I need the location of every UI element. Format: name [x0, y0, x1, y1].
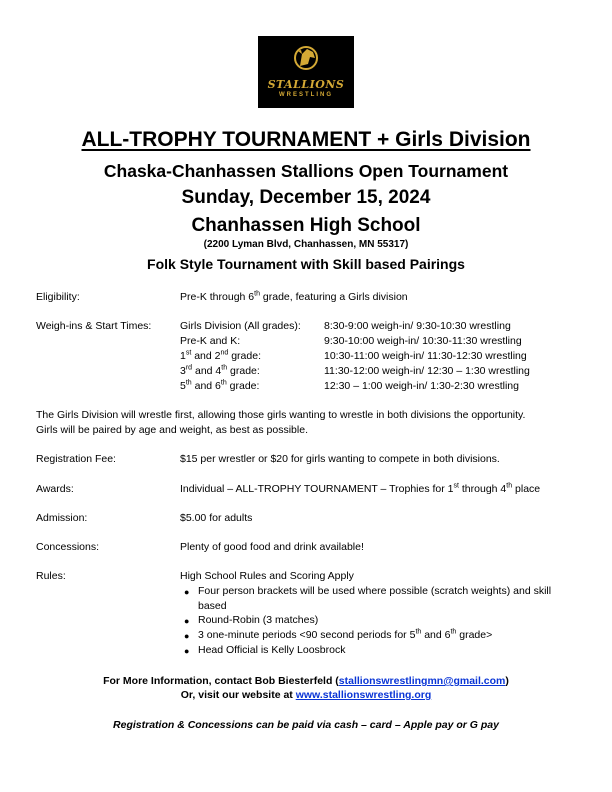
- grade-b-sup: nd: [220, 349, 229, 357]
- bullet-icon: ●: [184, 646, 190, 656]
- awards-text-mid: through 4: [458, 483, 507, 495]
- weighin-group-1-2: [180, 350, 261, 363]
- girls-note-line-2: Girls will be paired by age and weight, as best as possible.: [36, 424, 308, 436]
- periods-sup-1: th: [415, 628, 422, 636]
- admission-label: Admission:: [36, 512, 88, 524]
- eligibility-sup: th: [254, 290, 260, 298]
- eligibility-label: Eligibility:: [36, 291, 80, 303]
- tournament-style: Folk Style Tournament with Skill based Pairings: [147, 256, 465, 272]
- contact-email-link[interactable]: stallionswrestlingmn@gmail.com: [338, 675, 506, 687]
- awards-sup-2: th: [506, 482, 513, 490]
- rule-periods: [198, 629, 492, 642]
- grade-a-sup: st: [185, 349, 192, 357]
- venue-address: (2200 Lyman Blvd, Chanhassen, MN 55317): [203, 239, 409, 250]
- weighin-time-1-2: 10:30-11:00 weigh-in/ 11:30-12:30 wrestling: [324, 350, 527, 362]
- awards-text-end: place: [512, 483, 541, 495]
- stallions-logo: [258, 36, 354, 108]
- grade-b-sup: th: [220, 379, 227, 387]
- periods-text-end: grade>: [456, 629, 493, 641]
- rule-brackets-line-2: based: [198, 600, 227, 612]
- weighin-time-girls: 8:30-9:00 weigh-in/ 9:30-10:30 wrestling: [324, 320, 511, 332]
- periods-text-mid: and 6: [421, 629, 451, 641]
- payment-note: Registration & Concessions can be paid via cash – card – Apple pay or G pay: [113, 719, 499, 731]
- weighin-group-prek: Pre-K and K:: [180, 335, 241, 347]
- website-line: [0, 689, 612, 701]
- grade-a-sup: rd: [185, 364, 193, 372]
- weighins-label: Weigh-ins & Start Times:: [36, 320, 152, 332]
- rule-official: Head Official is Kelly Loosbrock: [198, 644, 346, 656]
- grade-end: grade:: [226, 380, 260, 392]
- rules-intro: High School Rules and Scoring Apply: [180, 570, 354, 582]
- weighin-time-prek: 9:30-10:00 weigh-in/ 10:30-11:30 wrestling: [324, 335, 522, 347]
- bullet-icon: ●: [184, 587, 190, 597]
- contact-text-end: ): [505, 675, 509, 687]
- rules-label: Rules:: [36, 570, 66, 582]
- fee-value: $15 per wrestler or $20 for girls wanting to compete in both divisions.: [180, 453, 500, 465]
- event-venue: Chanhassen High School: [191, 215, 421, 236]
- event-date: Sunday, December 15, 2024: [181, 187, 431, 208]
- logo-title: STALLIONS: [267, 78, 345, 91]
- eligibility-value: [180, 291, 408, 304]
- concessions-label: Concessions:: [36, 541, 100, 553]
- grade-end: grade:: [227, 365, 260, 377]
- bullet-icon: ●: [184, 631, 190, 641]
- bullet-icon: ●: [184, 616, 190, 626]
- grade-b: and 6: [191, 380, 221, 392]
- logo-subtitle: WRESTLING: [279, 92, 333, 98]
- weighin-group-5-6: [180, 380, 259, 393]
- weighin-group-girls: Girls Division (All grades):: [180, 320, 301, 332]
- contact-text: For More Information, contact Bob Biesterfeld (: [103, 675, 339, 687]
- page-title: ALL-TROPHY TOURNAMENT + Girls Division: [81, 128, 531, 151]
- grade-b: and 4: [192, 365, 222, 377]
- grade-a: 1: [180, 350, 186, 362]
- eligibility-text-end: grade, featuring a Girls division: [259, 291, 408, 303]
- grade-a: 5: [180, 380, 186, 392]
- awards-text: Individual – ALL-TROPHY TOURNAMENT – Trophies for 1: [180, 483, 454, 495]
- rule-round-robin: Round-Robin (3 matches): [198, 614, 319, 626]
- grade-b: and 2: [191, 350, 221, 362]
- grade-b-sup: th: [221, 364, 228, 372]
- rule-brackets-line-1: Four person brackets will be used where possible (scratch weights) and skill: [198, 585, 552, 597]
- website-text: Or, visit our website at: [180, 689, 296, 701]
- awards-sup-1: st: [453, 482, 459, 490]
- periods-sup-2: th: [450, 628, 457, 636]
- website-link[interactable]: www.stallionswrestling.org: [295, 689, 432, 701]
- fee-label: Registration Fee:: [36, 453, 116, 465]
- eligibility-text: Pre-K through 6: [180, 291, 255, 303]
- weighin-time-5-6: 12:30 – 1:00 weigh-in/ 1:30-2:30 wrestling: [324, 380, 519, 392]
- grade-a: 3: [180, 365, 186, 377]
- admission-value: $5.00 for adults: [180, 512, 253, 524]
- weighin-group-3-4: [180, 365, 260, 378]
- weighin-time-3-4: 11:30-12:00 weigh-in/ 12:30 – 1:30 wrestling: [324, 365, 530, 377]
- awards-value: [180, 483, 540, 496]
- girls-note-line-1: The Girls Division will wrestle first, allowing those girls wanting to wrestle in both divisions the opportunity.: [36, 409, 526, 421]
- periods-text: 3 one-minute periods <90 second periods for 5: [198, 629, 416, 641]
- tournament-subtitle: Chaska-Chanhassen Stallions Open Tournament: [103, 161, 509, 181]
- concessions-value: Plenty of good food and drink available!: [180, 541, 364, 553]
- contact-line: [0, 675, 612, 687]
- awards-label: Awards:: [36, 483, 74, 495]
- grade-a-sup: th: [185, 379, 192, 387]
- grade-end: grade:: [228, 350, 261, 362]
